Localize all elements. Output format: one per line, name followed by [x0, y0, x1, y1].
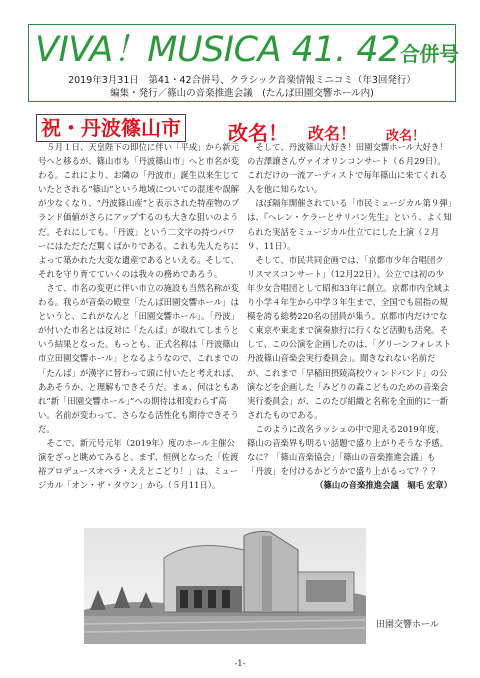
masthead-title-main: VIVA！MUSICA 41. 42	[35, 30, 400, 70]
author-signature: （篠山の音楽推進会議 堀毛 宏章）	[315, 480, 452, 491]
renamed-exclaim-1: 改名！	[228, 121, 288, 145]
masthead-title	[35, 31, 458, 73]
article-paragraph: そして、市民共同企画では、「京都市少年合唱団クリスマスコンサート」（12月22日）。公立では初の少年少女合唱団として昭和33年に創立。京都市内全域より小学４年生から中学３年生まで、全国でも屈指の規模を誇る総勢220名の団員が集う。京都市内だけでなく東京や東北まで演奏旅行に行くなど活動も活発。そして、この公演を企画したのは、「グリーンフォレスト丹波篠山音楽会実行委員会」。聞きなれない名前だが、これまで「早稲田摂陵高校ウィンドバンド」の公演などを企画した「みどりの森こどものための音楽会実行委員会」が、このたび組織と名称を全面的に一新されたものである。	[247, 254, 452, 420]
renamed-exclaim-3: 改名！	[386, 129, 426, 144]
publisher-info: 編集・発行／篠山の音楽推進会議 (たんば田園交響ホール内)	[110, 88, 374, 99]
issue-info: 2019年3月31日 第41・42合併号、クラシック音楽情報ミニコミ（年3回発行）	[68, 75, 416, 86]
headline-banner: 祝・丹波篠山市	[36, 114, 186, 142]
article-column-left	[38, 140, 240, 492]
photo-caption: 田園交響ホール	[376, 620, 439, 630]
article-paragraph: そこで、新元号元年（2019年）度のホール主催公演をざっと眺めてみると、まず、恒例となった「佐渡裕プロデュースオペラ・ええとこどり！」は、ミュージカル「オン・ザ・タウン」から（５月11日）。	[38, 437, 239, 491]
article-paragraph: ５月１日、天皇陛下の即位に伴い「平成」から新元号へと移るが、篠山市も「丹波篠山市」へと市名が変わる。これにより、お隣の「丹波市」誕生以来生じていたとされる“篠山”という地域についての混迷や誤解が少なくなり、“丹波篠山産”と表示された特産物のブランド価値がさらにアップするのも大きな狙いのようだ。それにしても、「丹波」という二文字の持つパワーにはただただ驚くばかりである。これも先人たちによって築かれた大変な遺産であるといえる。そして、それを守り育てていくのは我々の務めであろう。	[38, 142, 240, 279]
article-paragraph: そして、丹波篠山大好き！田園交響ホール大好き！の吉澤譲さんヴァイオリンコンサート（６月29日）。これだけの一流アーティストで毎年篠山に来てくれる人を他に知らない。	[247, 142, 448, 195]
article-column-right	[247, 140, 452, 492]
article-paragraph: このように改名ラッシュの中で迎える2019年度、篠山の音楽界も明るい話題で盛り上がりそうな予感。なに？「篠山音楽協会」「篠山の音楽推進会議」も「丹波」を付けるかどうかで盛り上がるって？？？	[247, 423, 448, 477]
renamed-exclaim-2: 改名！	[308, 124, 357, 143]
concert-hall-photo	[84, 528, 366, 644]
masthead-suffix: 合併号	[399, 42, 459, 66]
page-number: -1-	[234, 659, 246, 669]
article-paragraph: ほぼ隔年開催されている「市民ミュージカル第９弾」は、『ヘレン・ケラーとサリバン先生』という、よく知られた実話をミュージカル仕立てにした上演（２月９、11日）。	[247, 198, 452, 251]
masthead-box	[28, 24, 459, 102]
article-paragraph: さて、市名の変更に伴い市立の施設も当然名称が変わる。我らが音楽の殿堂「たんば田園交響ホール」はというと、これがなんと「田園交響ホール」。「丹波」が付いた市名とは反対に「たんば」が取れてしまうという結果となった。もっとも、正式名称は「丹波篠山市立田園交響ホール」となるようなので、これまでの「たんば」が漢字に替わって頭に付いたと考えれば、ああそうか、と理解もできそうだ。まぁ、何はともあれ“新「田園交響ホール」”への期待は相変わらず高い。名前が変わって、さらなる活性化も期待できそうだ。	[38, 282, 239, 434]
